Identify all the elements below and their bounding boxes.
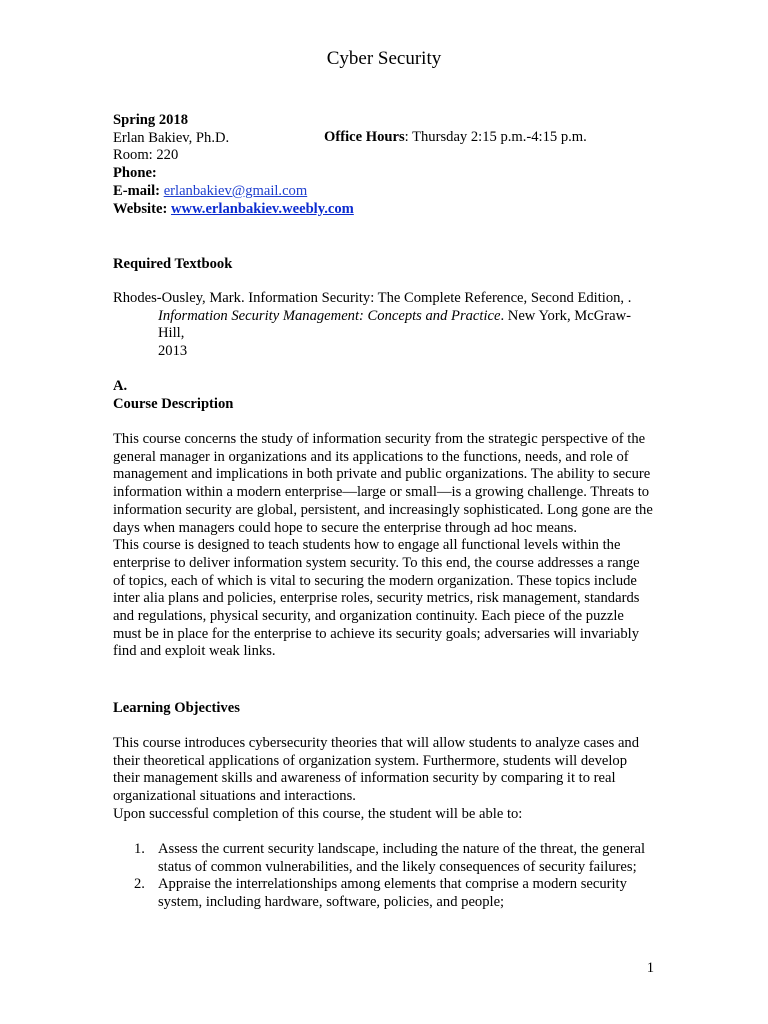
section-letter: A. [113, 378, 128, 394]
learning-objectives-body [113, 735, 653, 824]
textbook-publisher: . New York, McGraw-Hill, [158, 307, 632, 342]
learning-objectives-para-1: This course introduces cybersecurity theories that will allow students to analyze cases and their theoretical applications of organization system. Furthermore, students will develop their management skills and awareness of information security by comparing it to real organizational situations and interactions. [113, 735, 640, 805]
office-hours-label: Office Hours [324, 129, 405, 145]
office-hours [324, 129, 587, 147]
office-hours-value: : Thursday 2:15 p.m.-4:15 p.m. [404, 129, 587, 145]
textbook-title-italic: Information Security Management [158, 307, 360, 324]
email-line [113, 183, 653, 201]
website-link[interactable]: www.erlanbakiev.weebly.com [170, 200, 354, 217]
textbook-subtitle-italic: : Concepts and Practice [359, 307, 501, 324]
learning-objectives-para-2: Upon successful completion of this course, the student will be able to: [113, 805, 523, 822]
objective-text: Appraise the interrelationships among elements that comprise a modern security system, including hardware, software, policies, and people; [158, 876, 627, 911]
course-description-body [113, 431, 653, 661]
term: Spring 2018 [113, 112, 189, 128]
objective-number: 1. [134, 841, 145, 857]
instructor-name: Erlan Bakiev, Ph.D. [113, 129, 230, 146]
objectives-list [113, 841, 653, 912]
textbook-heading: Required Textbook [113, 256, 233, 272]
room: Room: 220 [113, 147, 179, 164]
email-link[interactable]: erlanbakiev@gmail.com [163, 182, 308, 199]
phone-label: Phone: [113, 165, 157, 182]
course-description-heading: Course Description [113, 396, 234, 412]
objective-number: 2. [134, 876, 145, 893]
textbook-year: 2013 [158, 343, 188, 360]
website-line [113, 201, 653, 219]
objective-item [113, 841, 653, 876]
learning-objectives-heading: Learning Objectives [113, 700, 240, 716]
email-label: E-mail: [113, 182, 161, 199]
course-description-para-2: This course is designed to teach students how to engage all functional levels within the enterprise to deliver information system security. To this end, the course addresses a range of topics, each of which is vital to securing the modern organization. These topics include inter alia plans and policies, enterprise roles, security metrics, risk management, standards and regulations, physical security, and organization continuity. Each piece of the puzzle must be in place for the enterprise to achieve its security goals; adversaries will invariably find and exploit weak links. [113, 537, 640, 660]
document-title: Cyber Security [326, 48, 442, 69]
textbook-line-1: Rhodes-Ousley, Mark. Information Security: The Complete Reference, Second Edition, . [113, 290, 632, 306]
course-description-para-1: This course concerns the study of information security from the strategic perspective of the general manager in organizations and its applications to the functions, needs, and role of management and implications in both private and public organizations. The ability to secure information within a modern enterprise—large or small—is a growing challenge. Threats to information security are global, persistent, and increasingly sophisticated. Long gone are the days when managers could hope to secure the enterprise through ad hoc means. [113, 431, 653, 536]
textbook-line-2 [113, 308, 653, 343]
website-label: Website: [113, 200, 168, 217]
objective-text: Assess the current security landscape, including the nature of the threat, the general status of common vulnerabilities, and the likely consequences of security failures; [158, 841, 646, 875]
textbook-citation [113, 290, 653, 361]
objective-item [113, 876, 653, 911]
course-info [113, 112, 653, 218]
page-number: 1 [646, 960, 654, 976]
